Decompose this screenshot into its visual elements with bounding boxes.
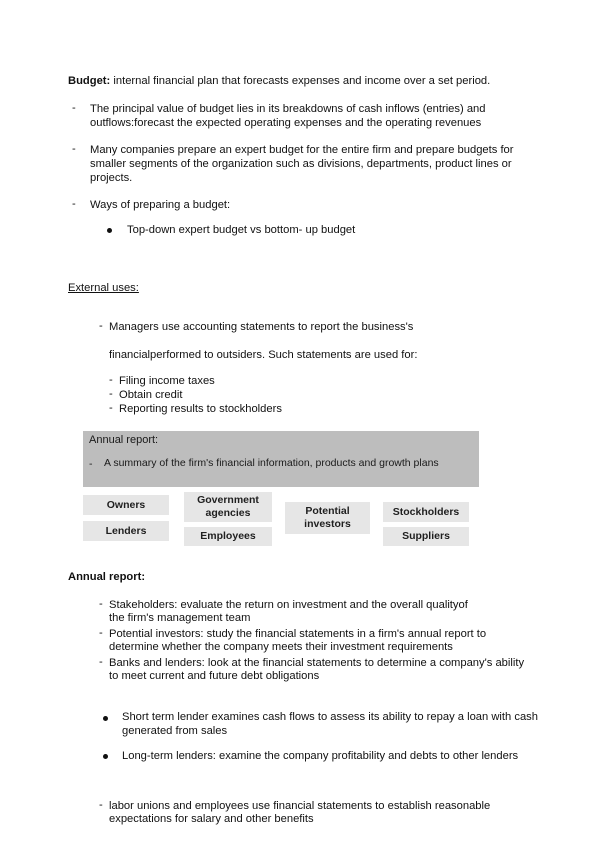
dash-marker: - [99,627,103,639]
dash-marker: - [72,143,76,155]
dash-marker: - [109,388,113,400]
annual-bullet-2-line-1: Long-term lenders: examine the company profitability and debts to other lenders [122,750,519,762]
annual-item-2-line-1: Potential investors: study the financial statements in a firm's annual report to [109,628,487,640]
labor-line-2: expectations for salary and other benefits [109,813,314,825]
box-stockholders: Stockholders [383,502,469,522]
dash-marker: - [99,320,103,332]
annual-report-figure-panel [83,431,479,487]
bullet-icon [103,716,108,721]
box-government-agencies: Government agencies [184,492,272,522]
annual-item-2-line-2: determine whether the company meets their investment requirements [109,641,453,653]
box-employees: Employees [184,527,272,546]
annual-report-heading: Annual report: [68,571,146,583]
external-use-1: Filing income taxes [119,375,215,387]
annual-item-3-line-2: to meet current and future debt obligations [109,670,320,682]
budget-point-1-line-1: The principal value of budget lies in its breakdowns of cash inflows (entries) and [90,103,486,115]
annual-item-1-line-1: Stakeholders: evaluate the return on investment and the overall qualityof [109,599,468,611]
dash-marker: - [72,198,76,210]
labor-line-1: labor unions and employees use financial statements to establish reasonable [109,800,491,812]
dash-marker: - [99,598,103,610]
dash-marker: - [72,102,76,114]
box-owners: Owners [83,495,169,515]
box-suppliers: Suppliers [383,527,469,546]
budget-subbullet: Top-down expert budget vs bottom- up budget [127,224,356,236]
external-line-1: Managers use accounting statements to report the business's [109,321,414,333]
annual-item-3-line-1: Banks and lenders: look at the financial statements to determine a company's ability [109,657,525,669]
budget-definition-text: internal financial plan that forecasts expenses and income over a set period. [110,75,491,87]
dash-marker: - [109,374,113,386]
budget-point-2-line-1: Many companies prepare an expert budget for the entire firm and prepare budgets for [90,144,514,156]
bullet-icon [107,228,112,233]
budget-point-2-line-3: projects. [90,172,133,184]
dash-marker: - [99,656,103,668]
figure-summary: A summary of the firm's financial information, products and growth plans [104,457,439,469]
budget-term: Budget: [68,75,111,87]
box-potential-investors: Potential investors [285,502,370,534]
budget-point-2-line-2: smaller segments of the organization such as divisions, departments, product lines or [90,158,512,170]
annual-bullet-1-line-2: generated from sales [122,725,228,737]
external-use-2: Obtain credit [119,389,183,401]
box-lenders: Lenders [83,521,169,541]
bullet-icon [103,754,108,759]
budget-point-3-line-1: Ways of preparing a budget: [90,199,231,211]
annual-bullet-1-line-1: Short term lender examines cash flows to assess its ability to repay a loan with cash [122,711,538,723]
external-line-2: financialperformed to outsiders. Such statements are used for: [109,349,418,361]
annual-item-1-line-2: the firm's management team [109,612,251,624]
budget-point-1-line-2: outflows:forecast the expected operating expenses and the operating revenues [90,117,482,129]
figure-dash: - [89,458,93,470]
dash-marker: - [99,799,103,811]
figure-title: Annual report: [89,434,159,446]
budget-definition [68,74,490,88]
dash-marker: - [109,402,113,414]
external-uses-heading: External uses: [68,282,139,294]
external-use-3: Reporting results to stockholders [119,403,282,415]
